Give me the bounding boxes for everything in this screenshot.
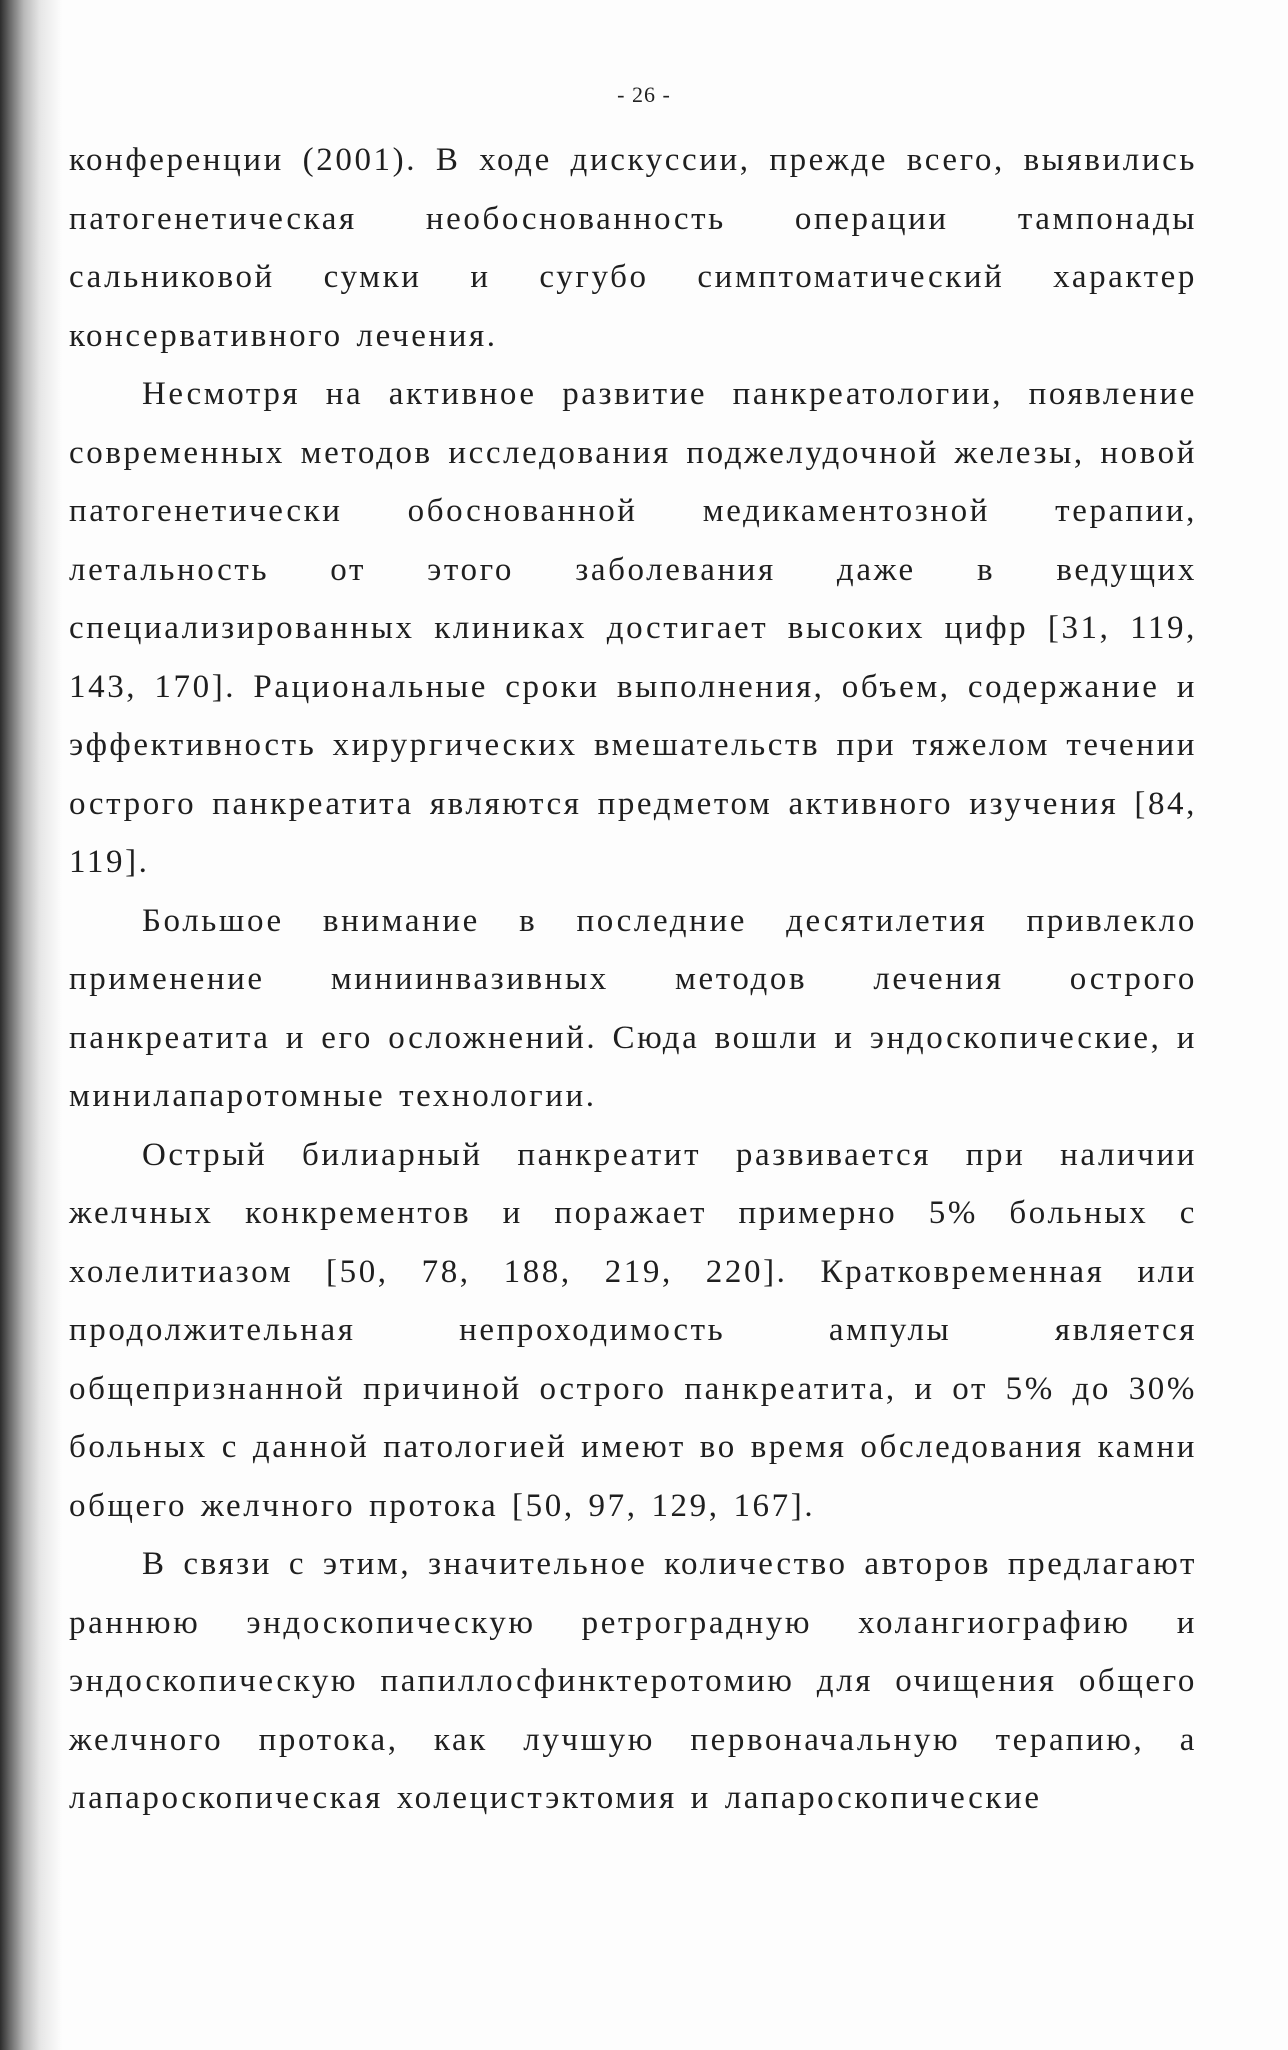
paragraph-2: Несмотря на активное развитие панкреатологии, появление современных методов исследования поджелудочной железы, новой патогенетически обоснованной медикаментозной терапии, летальность от этого заболевания даже в ведущих специализированных клиниках достигает высоких цифр [31, 119, 143, 170]. Рациональные сроки выполнения, объем, содержание и эффективность хирургических вмешательств при тяжелом течении острого панкреатита являются предметом активного изучения [84, 119]. bbox=[69, 376, 1197, 880]
body-text bbox=[69, 131, 1197, 1828]
paragraph-4: Острый билиарный панкреатит развивается при наличии желчных конкрементов и поражает примерно 5% больных с холелитиазом [50, 78, 188, 219, 220]. Кратковременная или продолжительная непроходимость ампулы является общепризнанной причиной острого панкреатита, и от 5% до 30% больных с данной патологией имеют во время обследования камни общего желчного протока [50, 97, 129, 167]. bbox=[69, 1136, 1197, 1524]
paragraph-5: В связи с этим, значительное количество авторов предлагают раннюю эндоскопическую ретроградную холангиографию и эндоскопическую папиллосфинктеротомию для очищения общего желчного протока, как лучшую первоначальную терапию, а лапароскопическая холецистэктомия и лапароскопические bbox=[69, 1546, 1197, 1816]
paragraph-1: конференции (2001). В ходе дискуссии, прежде всего, выявились патогенетическая необоснованность операции тампонады сальниковой сумки и сугубо симптоматический характер консервативного лечения. bbox=[69, 142, 1197, 354]
paragraph-3: Большое внимание в последние десятилетия привлекло применение миниинвазивных методов лечения острого панкреатита и его осложнений. Сюда вошли и эндоскопические, и минилапаротомные технологии. bbox=[69, 902, 1197, 1114]
binding-shadow bbox=[0, 0, 62, 2050]
page-number: - 26 - bbox=[617, 82, 671, 107]
